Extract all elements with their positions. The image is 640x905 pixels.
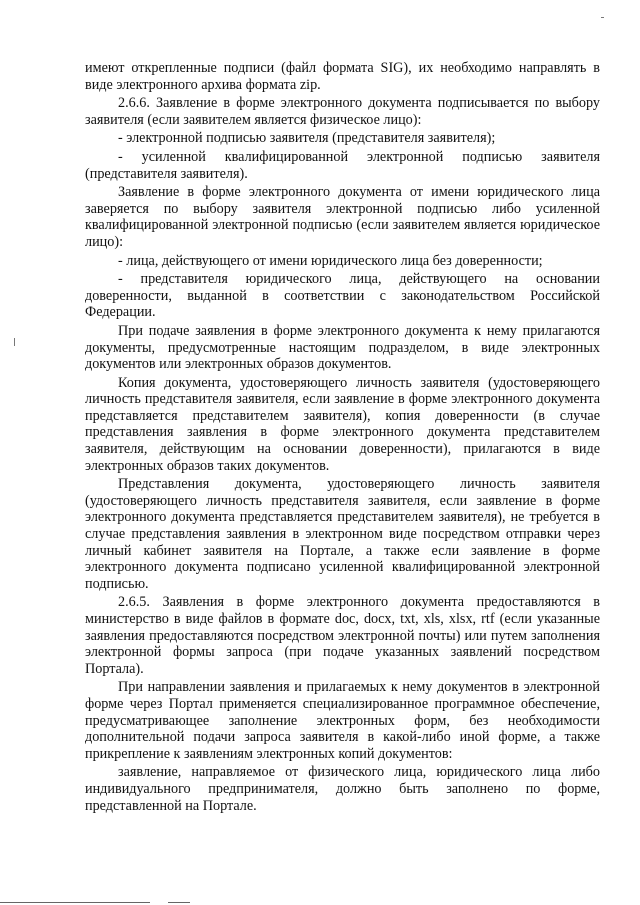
scan-mark-top-right	[601, 17, 604, 18]
list-item: - электронной подписью заявителя (представителя заявителя);	[118, 130, 496, 147]
paragraph: имеют открепленные подписи (файл формата SIG), их необходимо направлять в виде электронного архива формата zip.	[85, 60, 600, 93]
paragraph: При подаче заявления в форме электронного документа к нему прилагаются документы, предусмотренные настоящим подразделом, в виде электронных документов или электронных образов документов.	[85, 322, 600, 373]
paragraph: заявление, направляемое от физического лица, юридического лица либо индивидуального предпринимателя, должно быть заполнено по форме, представленной на Портале.	[85, 764, 600, 814]
scan-mark-left	[14, 338, 15, 346]
paragraph: Заявление в форме электронного документа от имени юридического лица заверяется по выбору заявителя электронной подписью либо усиленной квалифицированной электронной подписью (если заявителем является юридическое лицо):	[85, 184, 600, 250]
list-item: - усиленной квалифицированной электронной подписью заявителя (представителя заявителя).	[85, 148, 600, 182]
list-item: - представителя юридического лица, действующего на основании доверенности, выданной в соответствии с законодательством Российской Федерации.	[85, 271, 600, 321]
paragraph: При направлении заявления и прилагаемых к нему документов в электронной форме через Портал применяется специализированное программное обеспечение, предусматривающее заполнение электронных форм, без необходимости дополнительной подачи запроса заявителя в какой-либо иной форме, а также прикрепление к заявлениям электронных копий документов:	[85, 679, 600, 762]
paragraph: Копия документа, удостоверяющего личность заявителя (удостоверяющего личность представителя заявителя, если заявление в форме электронного документа представляется представителем заявителя), копия доверенности (в случае представления заявления в форме электронного документа представителем заявителя, действующим на основании доверенности), прилагаются в виде электронных образов таких документов.	[85, 374, 600, 474]
paragraph: 2.6.6. Заявление в форме электронного документа подписывается по выбору заявителя (если заявителем является физическое лицо):	[85, 95, 600, 128]
paragraph: 2.6.5. Заявления в форме электронного документа предоставляются в министерство в виде файлов в формате doc, docx, txt, xls, xlsx, rtf (если указанные заявления предоставляются посредством электронной почты) или путем заполнения электронной формы запроса (при подаче указанных заявлений посредством Портала).	[85, 594, 600, 677]
scan-edge-line	[168, 902, 190, 903]
scan-edge-line	[0, 902, 150, 903]
list-item: - лица, действующего от имени юридического лица без доверенности;	[118, 252, 543, 269]
document-body	[85, 60, 600, 814]
paragraph: Представления документа, удостоверяющего личность заявителя (удостоверяющего личность представителя заявителя, если заявление в форме электронного документа представляется представителем заявителя), не требуется в случае представления заявления в электронном виде посредством отправки через личный кабинет заявителя на Портале, а также если заявление в форме электронного документа подписано усиленной квалифицированной электронной подписью.	[85, 476, 600, 592]
